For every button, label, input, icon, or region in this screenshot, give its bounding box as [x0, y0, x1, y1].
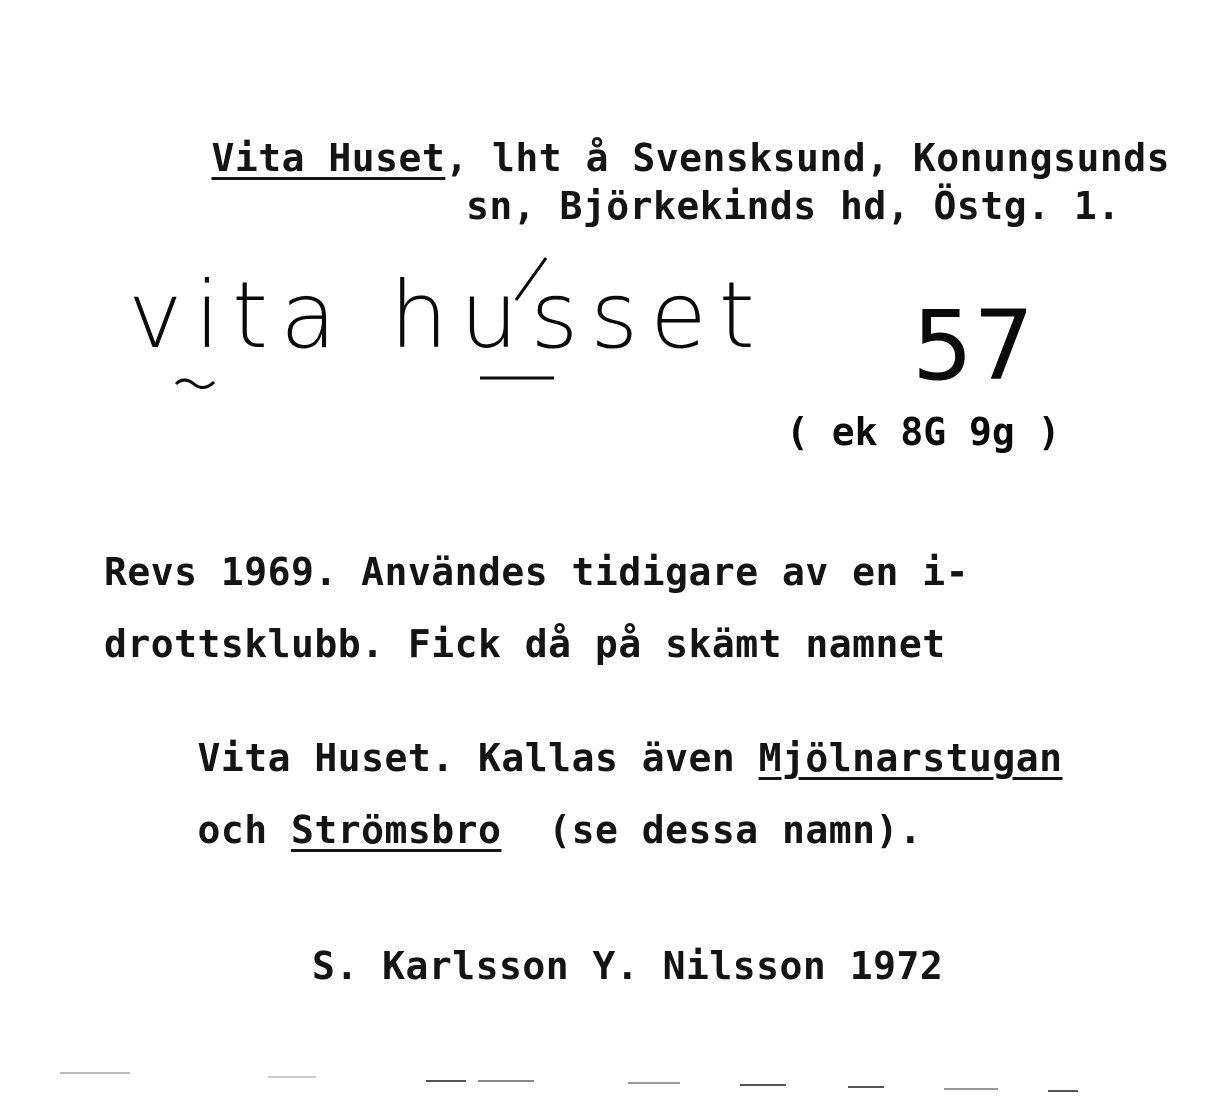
- scan-artifact: [268, 1076, 316, 1078]
- place-name: Vita Huset: [211, 136, 446, 180]
- body-line-3-text: Vita Huset. Kallas även: [197, 736, 759, 780]
- scan-artifact: [478, 1080, 534, 1082]
- scan-artifact: [426, 1080, 466, 1082]
- header-line-1-rest: , lht å Svensksund, Konungsunds: [445, 136, 1171, 180]
- ref-mjolnarstugan: Mjölnarstugan: [758, 736, 1063, 780]
- scan-artifact: [944, 1088, 998, 1090]
- scan-artifact: [740, 1084, 786, 1086]
- body-line-4-text: och: [197, 808, 292, 852]
- handwritten-number: 57: [912, 290, 1035, 402]
- body-line-4-rest: (se dessa namn).: [501, 808, 923, 852]
- scan-artifact: [848, 1086, 884, 1088]
- header-line-2: sn, Björkekinds hd, Östg. 1.: [466, 184, 1121, 228]
- ref-stromsbro: Strömsbro: [291, 808, 502, 852]
- pronunciation-note: ( ek 8G 9g ): [786, 410, 1061, 454]
- handwritten-pronunciation: vita husset: [128, 262, 767, 369]
- body-line-2: drottsklubb. Fick då på skämt namnet: [104, 622, 946, 666]
- scan-artifact: [1048, 1090, 1078, 1092]
- scan-artifact: [60, 1072, 130, 1074]
- body-line-1: Revs 1969. Användes tidigare av en i-: [104, 550, 969, 594]
- signature: S. Karlsson Y. Nilsson 1972: [312, 944, 944, 988]
- scan-artifact: [628, 1082, 680, 1084]
- body-line-4: [104, 764, 922, 896]
